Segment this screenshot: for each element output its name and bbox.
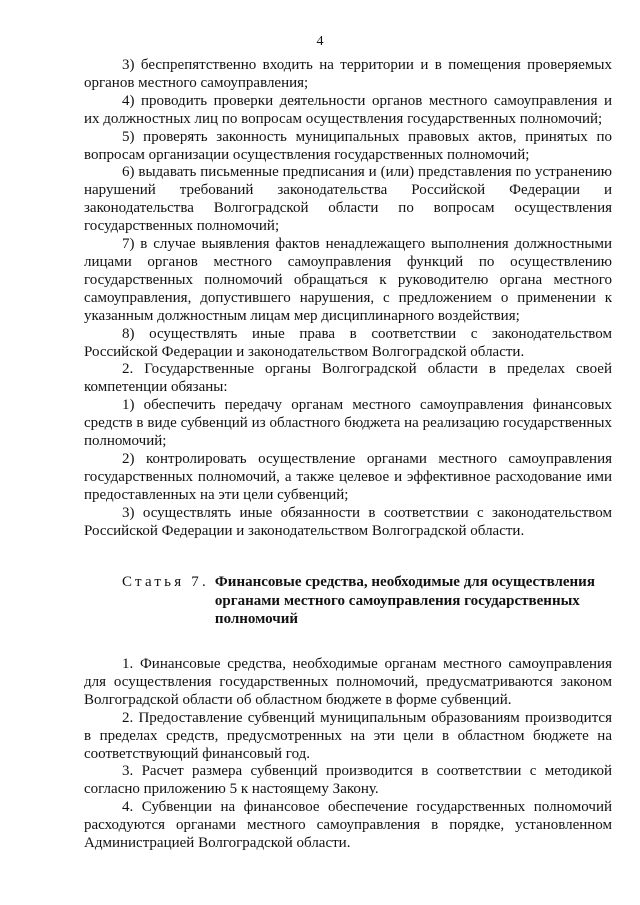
list-item: 8) осуществлять иные права в соответствии с законодательством Российской Федерации и законодательством Волгоградской области. xyxy=(84,325,612,360)
section-paragraph: 1. Финансовые средства, необходимые органам местного самоуправления для осуществления государственных полномочий, предусматриваются законом Волгоградской области об областном бюджете в форме субвенций. xyxy=(84,655,612,708)
list-item: 4) проводить проверки деятельности органов местного самоуправления и их должностных лиц по вопросам осуществления государственных полномочий; xyxy=(84,92,612,127)
article-heading xyxy=(84,573,612,629)
section-paragraph: 4. Субвенции на финансовое обеспечение государственных полномочий расходуются органами местного самоуправления в порядке, установленном Администрацией Волгоградской области. xyxy=(84,799,612,852)
document-body xyxy=(84,57,612,853)
list-item: 3) беспрепятственно входить на территории и в помещения проверяемых органов местного самоуправления; xyxy=(84,57,612,91)
section-paragraph: 2. Предоставление субвенций муниципальным образованиям производится в пределах средств, предусмотренных на эти цели в областном бюджете на соответствующий финансовый год. xyxy=(84,709,612,762)
section-paragraph: 3. Расчет размера субвенций производится в соответствии с методикой согласно приложению 5 к настоящему Закону. xyxy=(84,763,612,798)
list-item: 3) осуществлять иные обязанности в соответствии с законодательством Российской Федерации и законодательством Волгоградской области. xyxy=(84,504,612,539)
article-title: Финансовые средства, необходимые для осуществления органами местного самоуправления государственных полномочий xyxy=(214,574,595,628)
section-paragraph: 2. Государственные органы Волгоградской области в пределах своей компетенции обязаны: xyxy=(84,361,612,396)
list-item: 7) в случае выявления фактов ненадлежащего выполнения должностными лицами органов местного самоуправления функций по осуществлению государственных полномочий обращаться к руководителю органа местного самоуправления, допустившего нарушения, с предложением о применении к указанным должностным лицам мер дисциплинарного воздействия; xyxy=(84,236,612,324)
page-number: 4 xyxy=(316,34,324,49)
list-item: 2) контролировать осуществление органами местного самоуправления государственных полномочий, а также целевое и эффективное расходование ими предоставленных на эти цели субвенций; xyxy=(84,450,612,503)
list-item: 6) выдавать письменные предписания и (или) представления по устранению нарушений требований законодательства Российской Федерации и законодательства Волгоградской области по вопросам осуществления государственных полномочий; xyxy=(84,164,612,235)
list-item: 5) проверять законность муниципальных правовых актов, принятых по вопросам организации осуществления государственных полномочий; xyxy=(84,128,612,163)
article-label: Статья 7. xyxy=(122,574,209,591)
list-item: 1) обеспечить передачу органам местного самоуправления финансовых средств в виде субвенций из областного бюджета на реализацию государственных полномочий; xyxy=(84,397,612,450)
